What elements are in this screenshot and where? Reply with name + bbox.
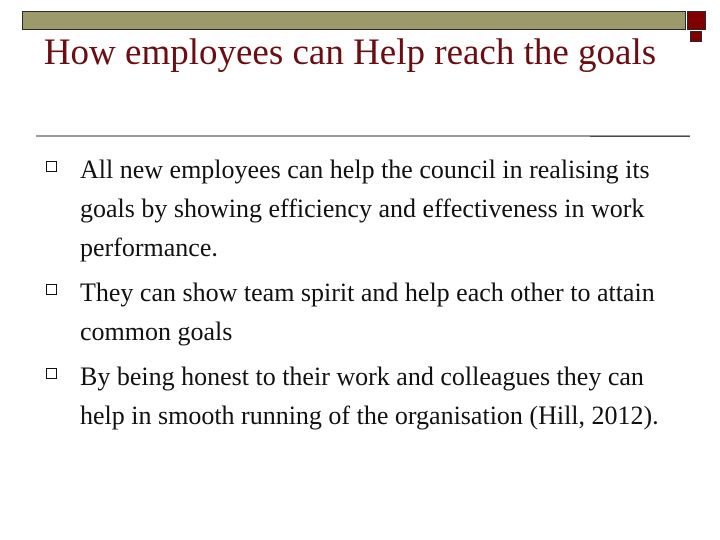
hollow-square-bullet-icon <box>46 368 57 379</box>
bullet-text: They can show team spirit and help each other to attain common goals <box>80 278 655 346</box>
title-divider-accent <box>590 136 690 137</box>
header-square-accent <box>687 11 706 30</box>
bullet-item <box>80 150 670 267</box>
bullet-item <box>80 357 670 435</box>
header-band <box>22 11 686 30</box>
bullet-list <box>0 150 720 441</box>
hollow-square-bullet-icon <box>46 161 57 172</box>
small-square-accent <box>690 31 702 42</box>
bullet-text: By being honest to their work and colleagues they can help in smooth running of the organisation (Hill, 2012). <box>80 362 659 430</box>
bullet-item <box>80 273 670 351</box>
hollow-square-bullet-icon <box>46 284 57 295</box>
bullet-text: All new employees can help the council in realising its goals by showing efficiency and effectiveness in work performance. <box>80 155 650 262</box>
slide-title: How employees can Help reach the goals <box>43 32 657 73</box>
